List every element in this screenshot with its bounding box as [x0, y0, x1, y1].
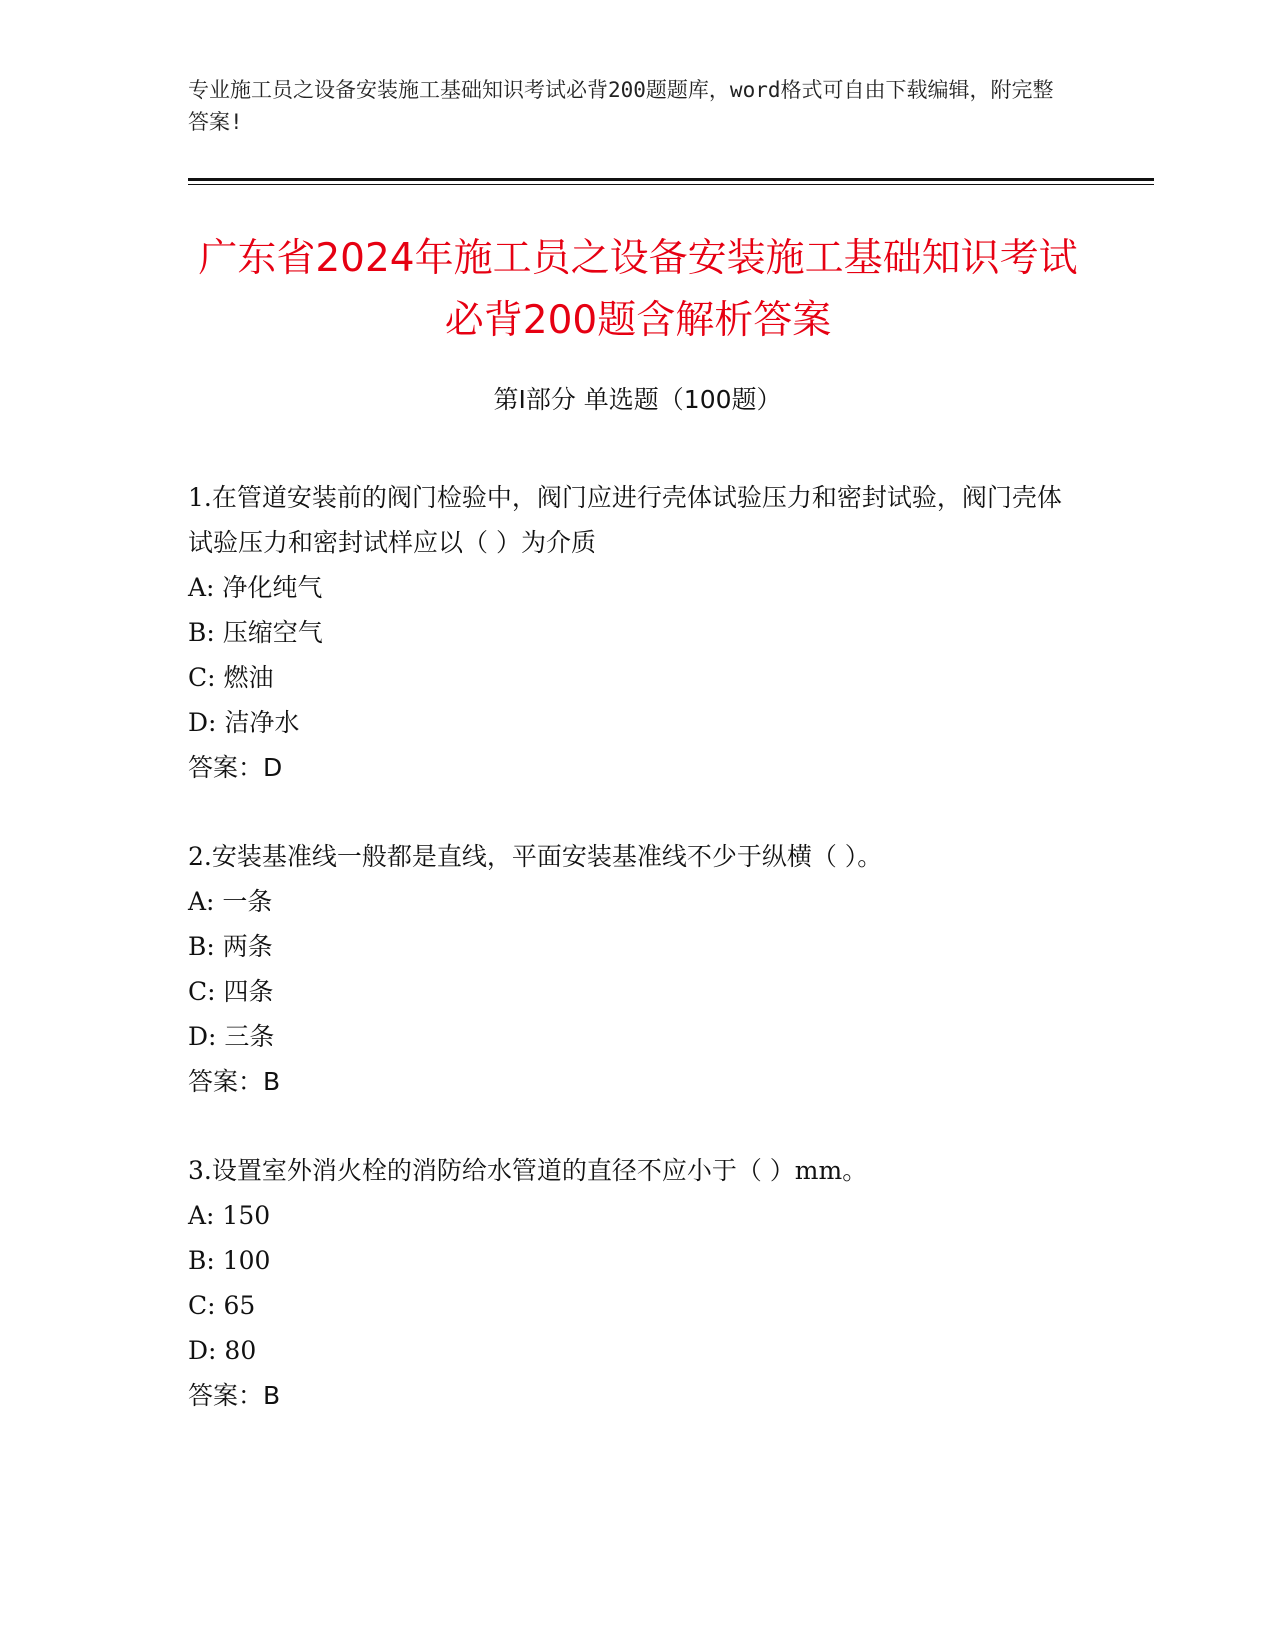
question-stem: 2.安装基准线一般都是直线，平面安装基准线不少于纵横（ ）。: [188, 842, 883, 871]
option-c: C: 65: [188, 1291, 256, 1320]
question-3: [188, 1148, 1068, 1418]
option-d: D: 三条: [188, 1022, 275, 1051]
document-title: 广东省2024年施工员之设备安装施工基础知识考试必背200题含解析答案: [198, 236, 1078, 343]
answer: 答案：D: [188, 753, 283, 782]
answer: 答案：B: [188, 1067, 281, 1096]
option-c: C: 四条: [188, 977, 274, 1006]
header-divider-thin: [188, 184, 1154, 185]
option-a: A: 一条: [188, 887, 273, 916]
header-note: 专业施工员之设备安装施工基础知识考试必背200题题库，word格式可自由下载编辑，附完整答案!: [188, 78, 1054, 134]
question-stem: 1.在管道安装前的阀门检验中，阀门应进行壳体试验压力和密封试验，阀门壳体试验压力和密封试样应以（ ）为介质: [188, 483, 1062, 557]
option-b: B: 100: [188, 1246, 271, 1275]
answer: 答案：B: [188, 1381, 281, 1410]
section-title: 第Ⅰ部分 单选题（100题）: [493, 385, 782, 414]
option-b: B: 压缩空气: [188, 618, 323, 647]
question-2: [188, 834, 1068, 1104]
option-d: D: 洁净水: [188, 708, 300, 737]
question-stem: 3.设置室外消火栓的消防给水管道的直径不应小于（ ）mm。: [188, 1156, 868, 1185]
option-a: A: 净化纯气: [188, 573, 323, 602]
question-1: [188, 475, 1068, 790]
option-c: C: 燃油: [188, 663, 274, 692]
option-b: B: 两条: [188, 932, 273, 961]
option-a: A: 150: [188, 1201, 271, 1230]
option-d: D: 80: [188, 1336, 257, 1365]
question-list: [188, 475, 1068, 1462]
header-divider-thick: [188, 178, 1154, 181]
